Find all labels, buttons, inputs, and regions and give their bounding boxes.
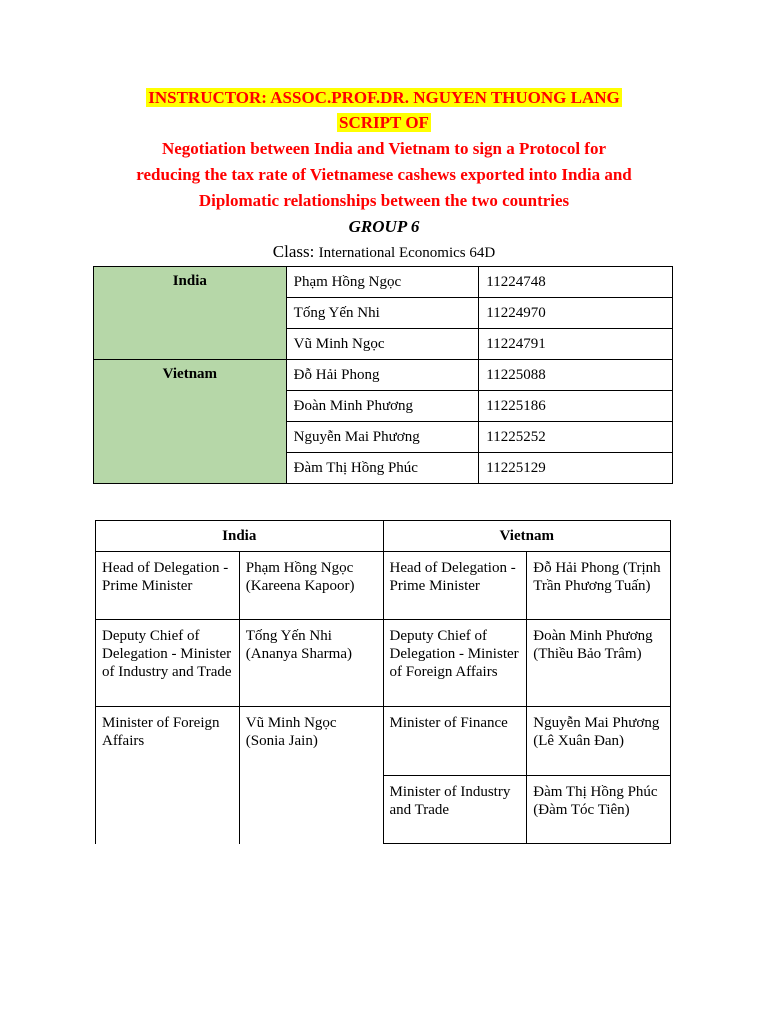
- member-id: 11225129: [479, 453, 673, 484]
- members-table: [93, 266, 673, 484]
- vietnam-person: Nguyễn Mai Phương (Lê Xuân Đan): [527, 707, 671, 776]
- class-label: Class:: [272, 242, 315, 261]
- class-line: [0, 239, 768, 266]
- member-name: Tống Yến Nhi: [286, 298, 479, 329]
- member-name: Phạm Hồng Ngọc: [286, 267, 479, 298]
- india-person: Tống Yến Nhi (Ananya Sharma): [239, 620, 383, 707]
- member-name: Đoàn Minh Phương: [286, 391, 479, 422]
- india-person: Phạm Hồng Ngọc (Kareena Kapoor): [239, 552, 383, 620]
- member-name: Vũ Minh Ngọc: [286, 329, 479, 360]
- india-person: Vũ Minh Ngọc (Sonia Jain): [239, 707, 383, 844]
- member-id: 11225252: [479, 422, 673, 453]
- member-name: Nguyễn Mai Phương: [286, 422, 479, 453]
- table-row: [94, 360, 673, 391]
- member-name: Đỗ Hải Phong: [286, 360, 479, 391]
- india-header: India: [96, 521, 384, 552]
- class-value: International Economics 64D: [318, 245, 496, 261]
- vietnam-person: Đoàn Minh Phương (Thiều Bảo Trâm): [527, 620, 671, 707]
- title-line-2: reducing the tax rate of Vietnamese cashews exported into India and: [136, 165, 632, 184]
- table-header-row: [96, 521, 671, 552]
- title-line-1: Negotiation between India and Vietnam to sign a Protocol for: [161, 139, 607, 158]
- instructor-line: INSTRUCTOR: ASSOC.PROF.DR. NGUYEN THUONG LANG: [148, 88, 620, 107]
- title-line-3: Diplomatic relationships between the two countries: [198, 191, 570, 210]
- table-row: [94, 267, 673, 298]
- table-row: [96, 552, 671, 620]
- india-role: Deputy Chief of Delegation - Minister of Industry and Trade: [96, 620, 240, 707]
- member-id: 11224791: [479, 329, 673, 360]
- india-role: Minister of Foreign Affairs: [96, 707, 240, 844]
- member-name: Đàm Thị Hồng Phúc: [286, 453, 479, 484]
- vietnam-role: Minister of Industry and Trade: [383, 776, 527, 844]
- member-id: 11224748: [479, 267, 673, 298]
- india-role: Head of Delegation - Prime Minister: [96, 552, 240, 620]
- table-row: [96, 707, 671, 776]
- vietnam-person: Đỗ Hải Phong (Trịnh Trần Phương Tuấn): [527, 552, 671, 620]
- country-india: India: [94, 267, 287, 360]
- document-header: [0, 86, 768, 266]
- vietnam-person: Đàm Thị Hồng Phúc (Đàm Tóc Tiên): [527, 776, 671, 844]
- member-id: 11225186: [479, 391, 673, 422]
- vietnam-header: Vietnam: [383, 521, 671, 552]
- vietnam-role: Deputy Chief of Delegation - Minister of Foreign Affairs: [383, 620, 527, 707]
- script-of-line: SCRIPT OF: [339, 113, 429, 132]
- group-label: GROUP 6: [348, 217, 420, 236]
- table-row: [96, 620, 671, 707]
- vietnam-role: Head of Delegation - Prime Minister: [383, 552, 527, 620]
- vietnam-role: Minister of Finance: [383, 707, 527, 776]
- roles-table: [95, 520, 671, 844]
- member-id: 11225088: [479, 360, 673, 391]
- country-vietnam: Vietnam: [94, 360, 287, 484]
- member-id: 11224970: [479, 298, 673, 329]
